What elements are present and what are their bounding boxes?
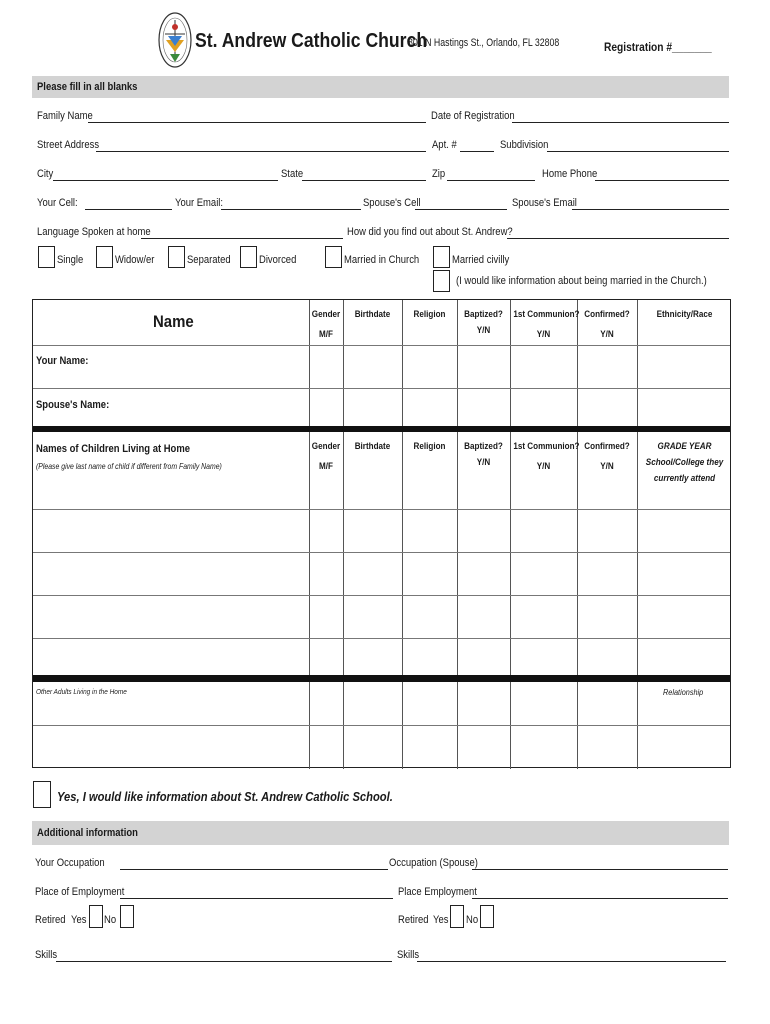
married-info-label: (I would like information about being married in the Church.) — [456, 275, 707, 287]
your-name-label: Your Name: — [36, 355, 89, 367]
street-address-label: Street Address — [37, 139, 100, 151]
col-gender-sub: M/F — [319, 329, 333, 339]
section-bar-additional — [32, 821, 729, 845]
retired-no-label: No — [104, 914, 117, 926]
spouse-retired-label: Retired — [398, 914, 429, 926]
col-gender-2-sub: M/F — [319, 461, 333, 471]
children-note: (Please give last name of child if different from Family Name) — [36, 462, 222, 471]
spouse-skills-field[interactable] — [417, 961, 726, 962]
occupation-spouse-label: Occupation (Spouse) — [389, 857, 478, 869]
col-religion: Religion — [413, 309, 446, 319]
married-info-checkbox[interactable] — [433, 270, 450, 292]
spouse-email-field[interactable] — [572, 209, 729, 210]
registration-number: Registration #_______ — [604, 40, 712, 54]
grade-school: School/College they — [645, 457, 724, 467]
family-name-field[interactable] — [88, 122, 426, 123]
state-label: State — [281, 168, 304, 180]
date-registration-field[interactable] — [512, 122, 729, 123]
state-field[interactable] — [302, 180, 426, 181]
spouse-name-label: Spouse's Name: — [36, 399, 110, 411]
divorced-label: Divorced — [259, 254, 297, 266]
children-header: Names of Children Living at Home — [36, 443, 191, 455]
school-info-checkbox[interactable] — [33, 781, 51, 808]
street-address-field[interactable] — [96, 151, 426, 152]
single-label: Single — [57, 254, 84, 266]
relationship-label: Relationship — [663, 687, 704, 697]
grade-year: GRADE YEAR — [657, 441, 712, 451]
col-religion-2: Religion — [413, 441, 446, 451]
retired-yes-label: Yes — [71, 914, 87, 926]
col-confirmed-2-sub: Y/N — [600, 461, 614, 471]
widower-label: Widow/er — [115, 254, 155, 266]
col-baptized-2: Baptized? — [464, 441, 503, 451]
home-phone-label: Home Phone — [542, 168, 598, 180]
spouse-retired-yes-label: Yes — [433, 914, 449, 926]
place-employment-spouse-field[interactable] — [472, 898, 728, 899]
spouse-cell-field[interactable] — [415, 209, 507, 210]
date-registration-label: Date of Registration — [431, 110, 515, 122]
how-find-field[interactable] — [507, 238, 729, 239]
col-confirmed: Confirmed? — [584, 309, 630, 319]
your-cell-field[interactable] — [85, 209, 172, 210]
col-gender-2: Gender — [311, 441, 341, 451]
section-title: Please fill in all blanks — [37, 81, 138, 93]
subdivision-label: Subdivision — [500, 139, 549, 151]
separated-checkbox[interactable] — [168, 246, 185, 268]
col-ethnicity: Ethnicity/Race — [656, 309, 713, 319]
grade-attend: currently attend — [653, 473, 716, 483]
col-confirmed-sub: Y/N — [600, 329, 614, 339]
city-label: City — [37, 168, 54, 180]
subdivision-field[interactable] — [547, 151, 729, 152]
city-field[interactable] — [53, 180, 278, 181]
zip-field[interactable] — [447, 180, 535, 181]
church-address: 801 N Hastings St., Orlando, FL 32808 — [408, 37, 560, 49]
married-church-checkbox[interactable] — [325, 246, 342, 268]
church-logo — [158, 12, 192, 68]
spouse-retired-no-checkbox[interactable] — [480, 905, 494, 928]
col-confirmed-2: Confirmed? — [584, 441, 630, 451]
col-birthdate-2: Birthdate — [354, 441, 391, 451]
col-baptized-2-sub: Y/N — [476, 457, 491, 467]
spouse-skills-label: Skills — [397, 949, 420, 961]
how-find-label: How did you find out about St. Andrew? — [347, 226, 513, 238]
additional-title: Additional information — [37, 827, 138, 839]
place-employment-label: Place of Employment — [35, 886, 125, 898]
language-field[interactable] — [141, 238, 343, 239]
occupation-field[interactable] — [120, 869, 388, 870]
spouse-retired-no-label: No — [466, 914, 479, 926]
occupation-spouse-field[interactable] — [472, 869, 728, 870]
spouse-email-label: Spouse's Email — [512, 197, 577, 209]
separated-label: Separated — [187, 254, 231, 266]
name-header: Name — [153, 312, 194, 331]
col-birthdate: Birthdate — [354, 309, 391, 319]
family-name-label: Family Name — [37, 110, 93, 122]
family-members-table — [32, 299, 731, 768]
section-bar-fill-blanks — [32, 76, 729, 98]
skills-label: Skills — [35, 949, 58, 961]
retired-no-checkbox[interactable] — [120, 905, 134, 928]
place-employment-spouse-label: Place Employment — [398, 886, 477, 898]
spouse-cell-label: Spouse's Cell — [363, 197, 421, 209]
col-gender: Gender — [311, 309, 341, 319]
other-adults-label: Other Adults Living in the Home — [36, 687, 127, 696]
occupation-label: Your Occupation — [35, 857, 105, 869]
your-email-label: Your Email: — [175, 197, 224, 209]
divorced-checkbox[interactable] — [240, 246, 257, 268]
col-communion: 1st Communion? — [513, 309, 580, 319]
place-employment-field[interactable] — [120, 898, 393, 899]
your-cell-label: Your Cell: — [37, 197, 78, 209]
home-phone-field[interactable] — [595, 180, 729, 181]
apt-field[interactable] — [460, 151, 494, 152]
apt-label: Apt. # — [432, 139, 457, 151]
married-civilly-label: Married civilly — [452, 254, 510, 266]
col-baptized-sub: Y/N — [476, 325, 491, 335]
retired-yes-checkbox[interactable] — [89, 905, 103, 928]
retired-label: Retired — [35, 914, 66, 926]
school-info-label: Yes, I would like information about St. Andrew Catholic School. — [57, 789, 393, 804]
married-church-label: Married in Church — [344, 254, 420, 266]
zip-label: Zip — [432, 168, 446, 180]
widower-checkbox[interactable] — [96, 246, 113, 268]
church-name: St. Andrew Catholic Church — [195, 30, 428, 52]
married-civilly-checkbox[interactable] — [433, 246, 450, 268]
single-checkbox[interactable] — [38, 246, 55, 268]
col-communion-sub: Y/N — [536, 329, 551, 339]
col-communion-2-sub: Y/N — [536, 461, 551, 471]
your-email-field[interactable] — [221, 209, 361, 210]
spouse-retired-yes-checkbox[interactable] — [450, 905, 464, 928]
col-baptized: Baptized? — [464, 309, 503, 319]
col-communion-2: 1st Communion? — [513, 441, 580, 451]
language-label: Language Spoken at home — [37, 226, 151, 238]
skills-field[interactable] — [56, 961, 392, 962]
